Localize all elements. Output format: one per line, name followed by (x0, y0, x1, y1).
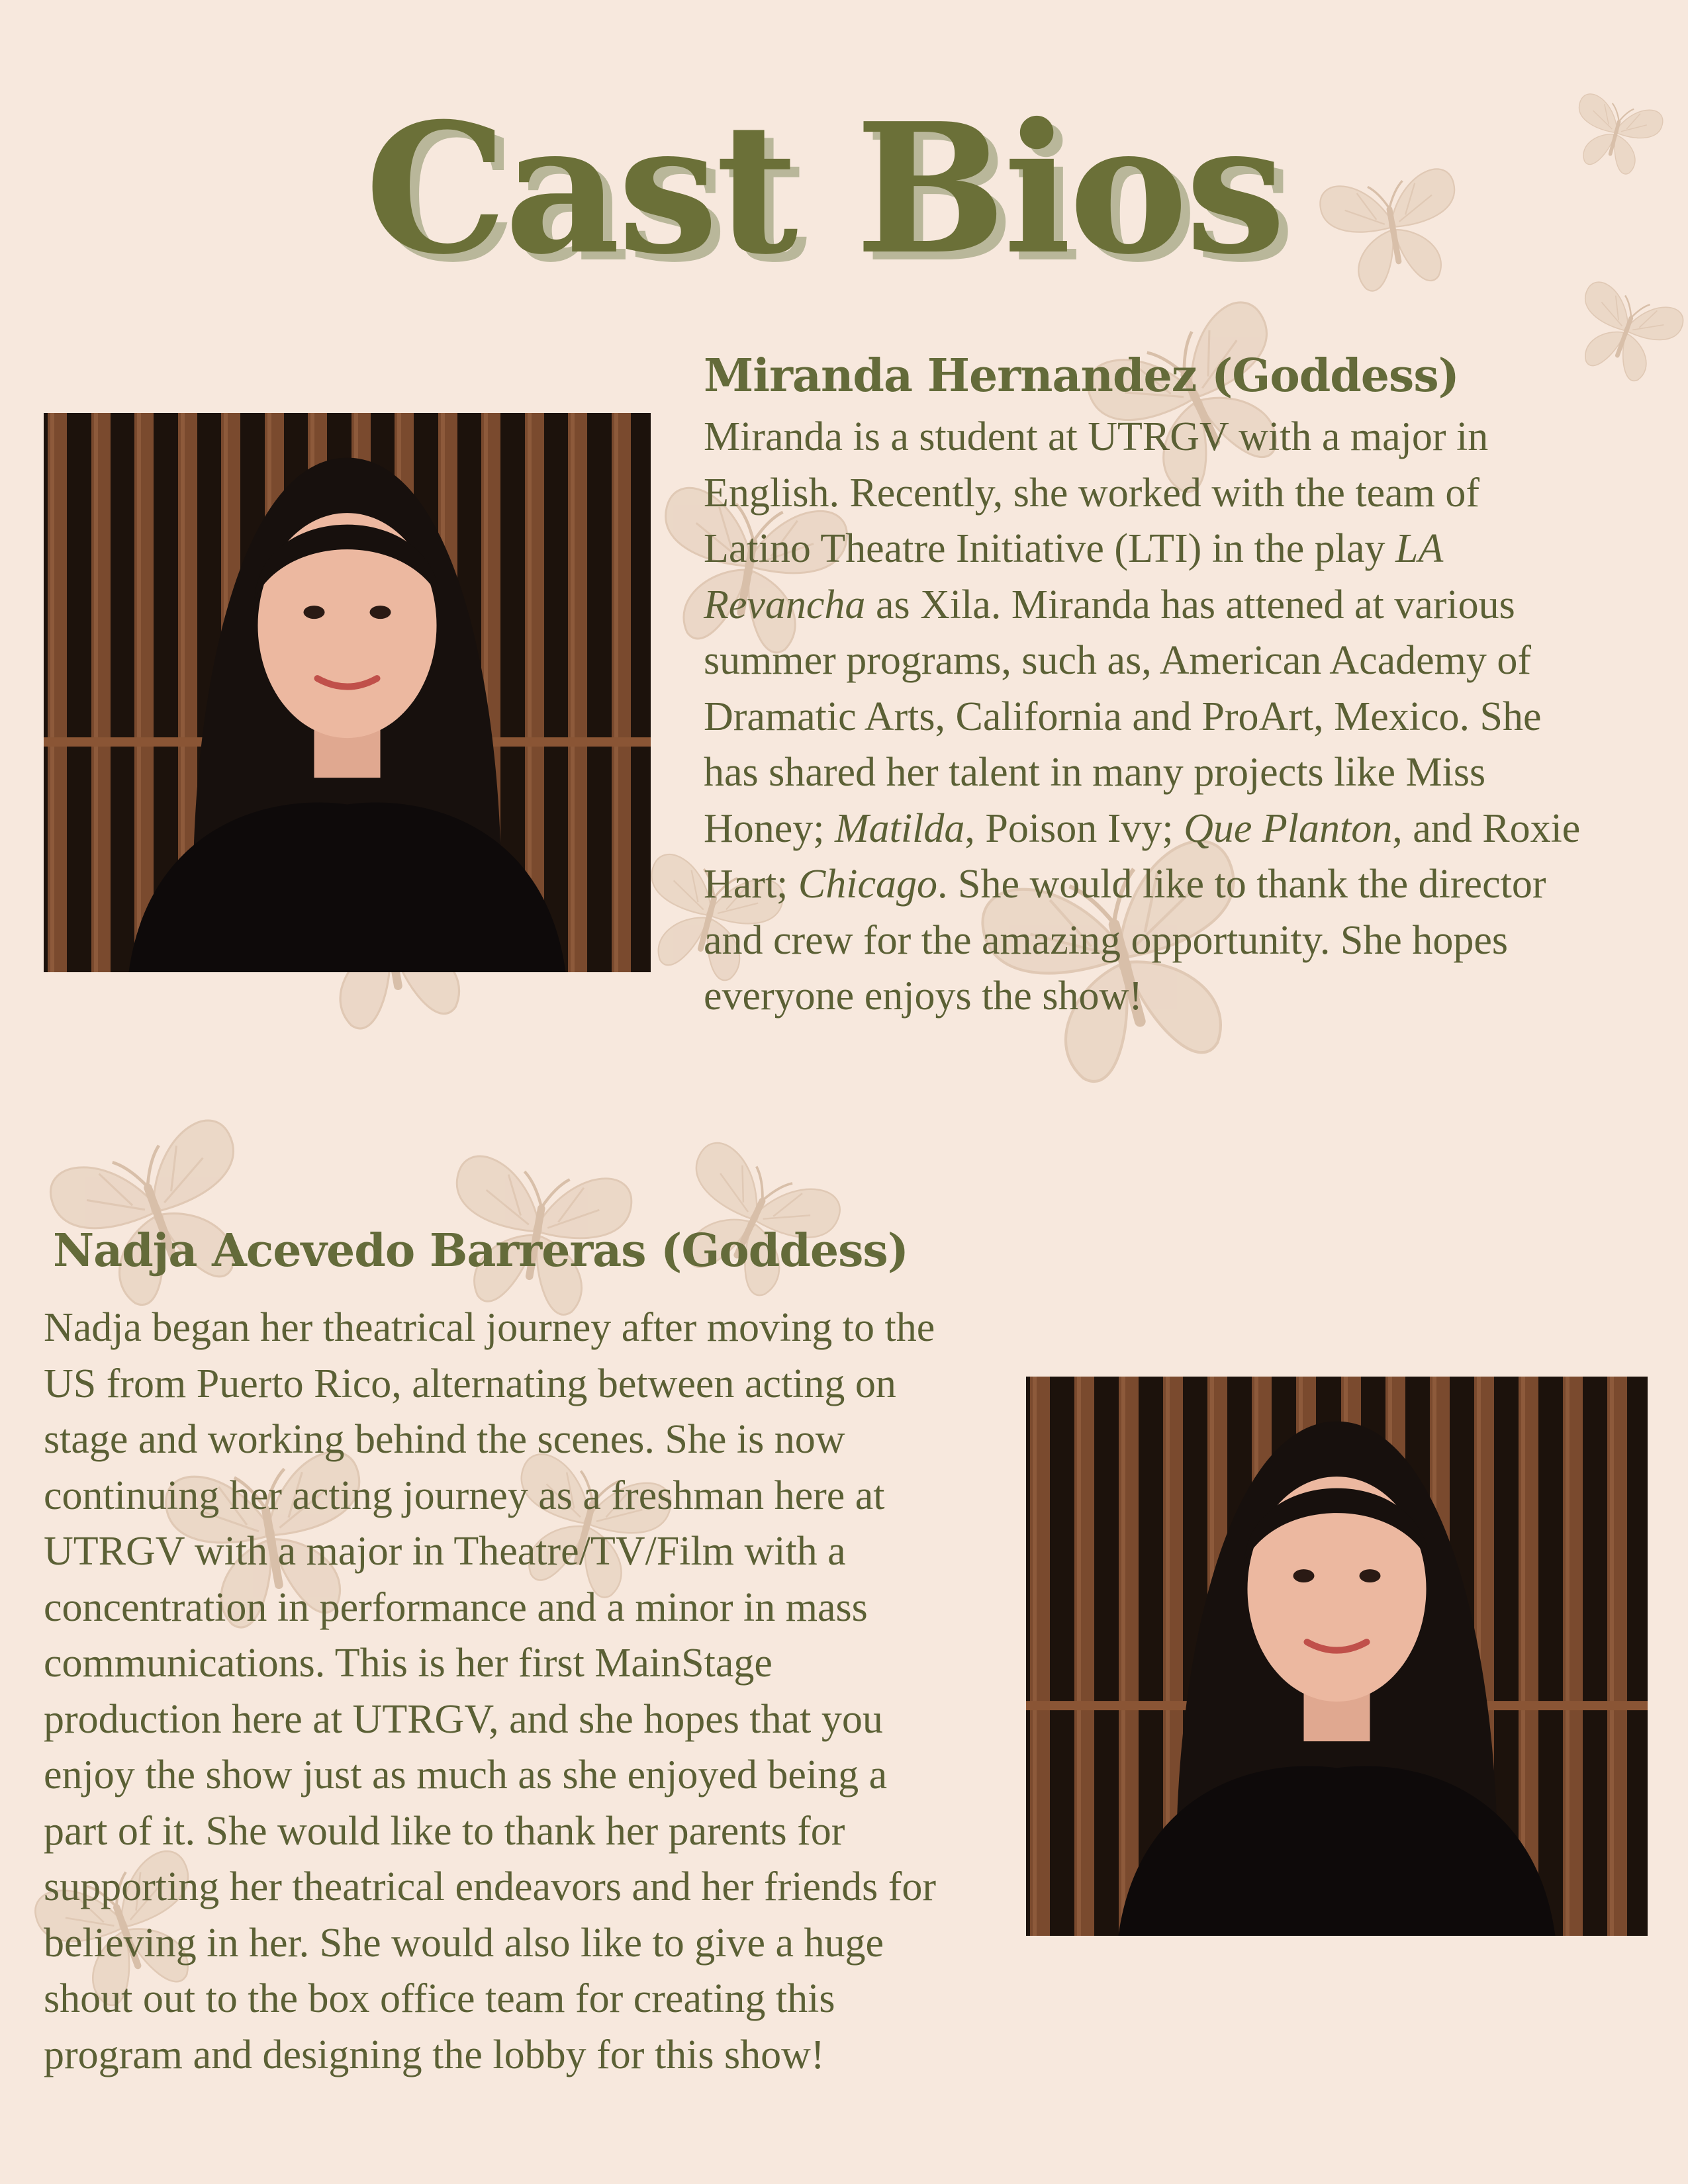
bio-text-italic: Chicago (798, 862, 937, 907)
bio-text-segment: , and Roxie (1392, 805, 1581, 851)
bio-text-segment: summer programs, such as, American Academy of (704, 638, 1531, 683)
bio-text-segment: part of it. She would like to thank her parents for (44, 1808, 845, 1854)
cast-name: Miranda Hernandez (Goddess) (704, 349, 1459, 402)
bio-text-segment: English. Recently, she worked with the team of (704, 470, 1479, 516)
bio-text-segment: program and designing the lobby for this show! (44, 2032, 825, 2077)
bio-text-italic: LA (1395, 526, 1444, 571)
bio-text-segment: everyone enjoys the show! (704, 974, 1143, 1019)
bio-text-segment: stage and working behind the scenes. She is now (44, 1417, 845, 1462)
cast-photo-nadja (1026, 1377, 1648, 1936)
bio-text-segment: communications. This is her first MainStage (44, 1641, 773, 1686)
butterfly-icon (1555, 268, 1688, 400)
bio-text-segment: supporting her theatrical endeavors and her friends for (44, 1864, 936, 1909)
cast-bio-text (704, 409, 1670, 1024)
bio-text-segment: enjoy the show just as much as she enjoyed being a (44, 1752, 888, 1797)
cast-bio-text (44, 1300, 1037, 2083)
bio-text-segment: Hart; (704, 862, 798, 907)
bio-text-segment: UTRGV with a major in Theatre/TV/Film with a (44, 1529, 846, 1574)
cast-photo-miranda (44, 413, 651, 972)
bio-text-segment: Dramatic Arts, California and ProArt, Mexico. She (704, 694, 1542, 739)
bio-text-segment: . She would like to thank the director (937, 862, 1546, 907)
bio-text-segment: Honey; (704, 805, 835, 851)
bio-text-segment: Miranda is a student at UTRGV with a major in (704, 414, 1489, 459)
bio-text-italic: Matilda (835, 805, 965, 851)
bio-text-segment: shout out to the box office team for creating this (44, 1976, 835, 2021)
bio-text-italic: Revancha (704, 582, 866, 627)
bio-text-segment: Latino Theatre Initiative (LTI) in the play (704, 526, 1396, 571)
bio-text-segment: Nadja began her theatrical journey after moving to the (44, 1305, 935, 1350)
bio-text-segment: US from Puerto Rico, alternating between acting on (44, 1361, 896, 1406)
bio-text-segment: production here at UTRGV, and she hopes that you (44, 1696, 883, 1742)
bio-text-segment: continuing her acting journey as a freshman here at (44, 1473, 885, 1518)
bio-text-segment: , Poison Ivy; (964, 805, 1184, 851)
bio-text-segment: has shared her talent in many projects like Miss (704, 750, 1486, 795)
bio-text-segment: concentration in performance and a minor in mass (44, 1584, 868, 1630)
bio-text-italic: Que Planton (1184, 805, 1393, 851)
page-title: Cast Bios (365, 83, 1284, 294)
bio-text-segment: as Xila. Miranda has attened at various (865, 582, 1515, 627)
cast-name: Nadja Acevedo Barreras (Goddess) (53, 1224, 908, 1277)
bio-text-segment: and crew for the amazing opportunity. She hopes (704, 917, 1508, 963)
bio-text-segment: believing in her. She would also like to give a huge (44, 1920, 884, 1966)
